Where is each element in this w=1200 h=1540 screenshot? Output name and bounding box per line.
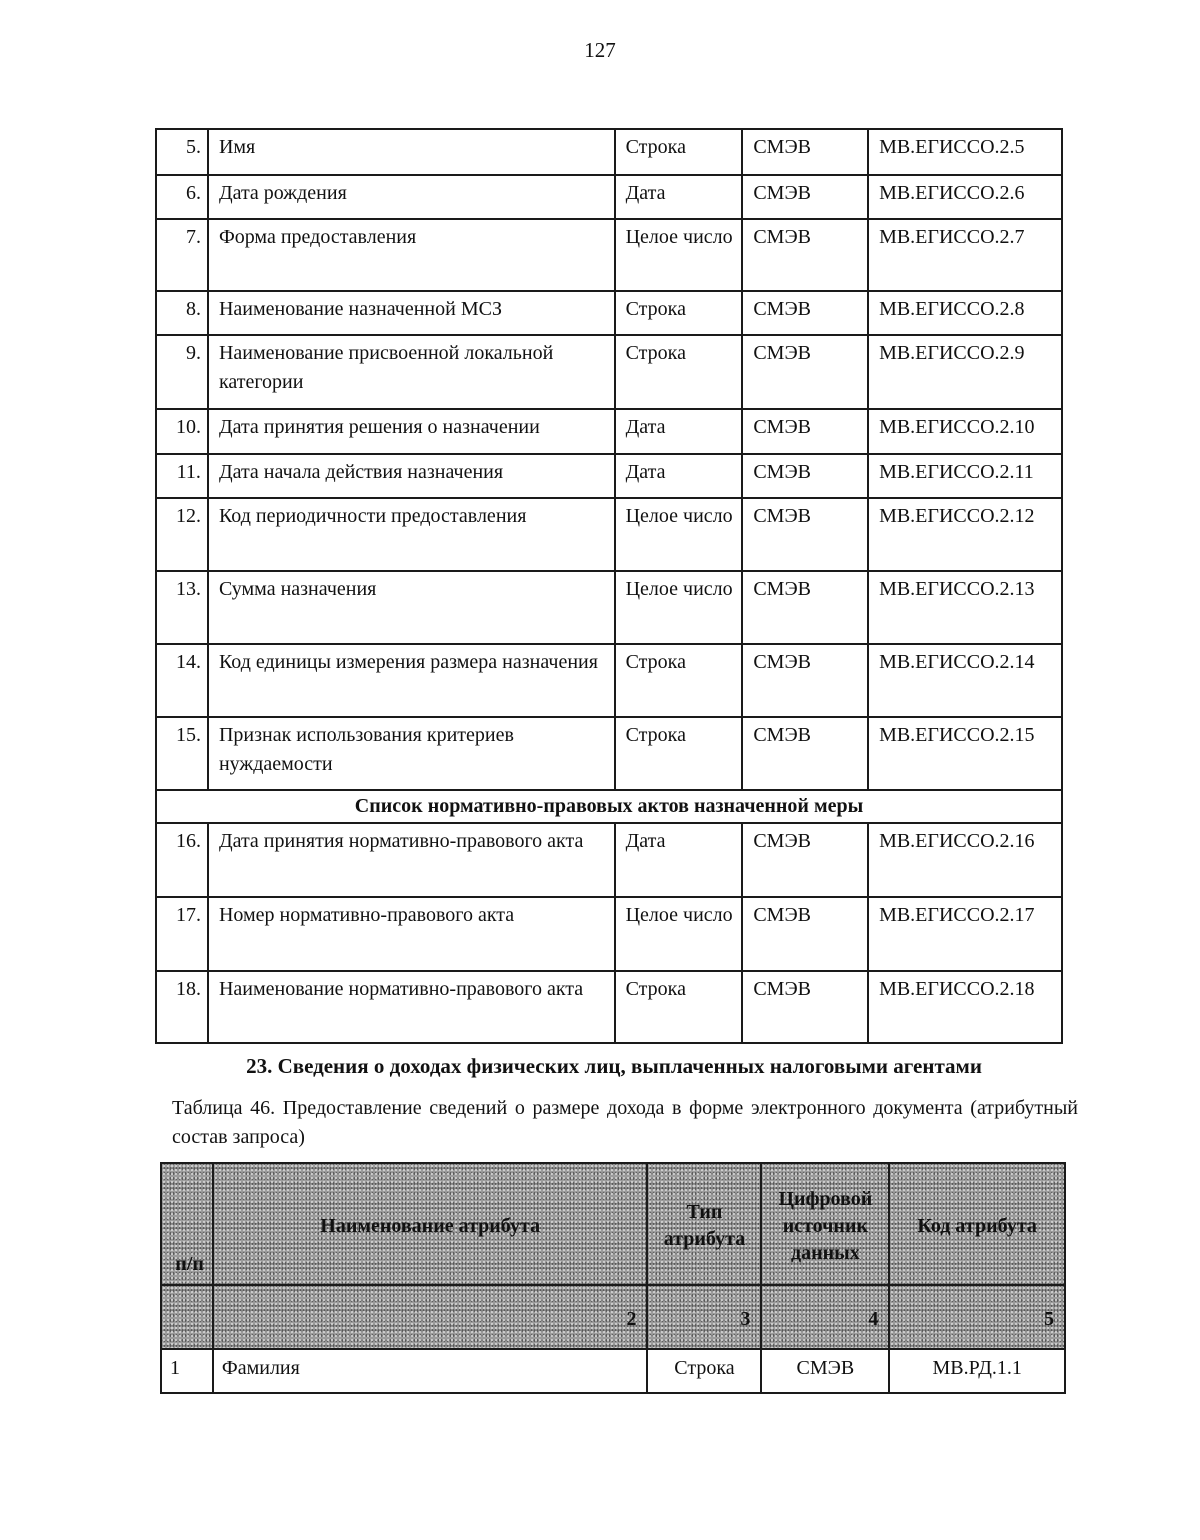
table-row [156,129,1062,175]
row-number: 13. [156,571,208,644]
attribute-name: Сумма назначения [208,571,615,644]
attribute-code: МВ.ЕГИССО.2.13 [868,571,1062,644]
attribute-name: Дата рождения [208,175,615,219]
attribute-type: Дата [615,175,743,219]
table-row [156,409,1062,454]
header-type: Тип атрибута [647,1163,761,1285]
row-number: 9. [156,335,208,409]
table-row [156,454,1062,498]
data-source: СМЭВ [742,823,868,897]
attribute-name: Дата принятия нормативно-правового акта [208,823,615,897]
data-source: СМЭВ [742,335,868,409]
row-number: 1 [161,1349,213,1393]
table-row [156,717,1062,790]
attribute-code: МВ.РД.1.1 [889,1349,1065,1393]
attribute-code: МВ.ЕГИССО.2.7 [868,219,1062,291]
table-row [156,498,1062,571]
attribute-type: Целое число [615,219,743,291]
column-number-2: 2 [213,1285,648,1349]
data-source: СМЭВ [742,644,868,717]
data-source: СМЭВ [761,1349,889,1393]
attributes-table-continued [155,128,1063,1044]
attribute-name: Фамилия [213,1349,648,1393]
attribute-code: МВ.ЕГИССО.2.5 [868,129,1062,175]
attribute-type: Дата [615,823,743,897]
attribute-type: Строка [615,291,743,335]
attribute-type: Строка [615,129,743,175]
row-number: 16. [156,823,208,897]
table-row [156,571,1062,644]
attribute-code: МВ.ЕГИССО.2.17 [868,897,1062,971]
attribute-code: МВ.ЕГИССО.2.18 [868,971,1062,1043]
data-source: СМЭВ [742,409,868,454]
attribute-code: МВ.ЕГИССО.2.15 [868,717,1062,790]
row-number: 11. [156,454,208,498]
attribute-type: Строка [615,971,743,1043]
attribute-name: Дата начала действия назначения [208,454,615,498]
row-number: 12. [156,498,208,571]
attribute-type: Строка [615,644,743,717]
attribute-code: МВ.ЕГИССО.2.6 [868,175,1062,219]
attribute-code: МВ.ЕГИССО.2.12 [868,498,1062,571]
attribute-code: МВ.ЕГИССО.2.14 [868,644,1062,717]
header-name: Наименование атрибута [213,1163,648,1285]
column-number-1 [161,1285,213,1349]
header-num: п/п [161,1163,213,1285]
attribute-type: Целое число [615,498,743,571]
row-number: 5. [156,129,208,175]
attribute-name: Номер нормативно-правового акта [208,897,615,971]
data-source: СМЭВ [742,971,868,1043]
data-source: СМЭВ [742,175,868,219]
row-number: 15. [156,717,208,790]
attribute-name: Признак использования критериев нуждаемости [208,717,615,790]
table-row [156,823,1062,897]
row-number: 7. [156,219,208,291]
row-number: 14. [156,644,208,717]
section-row [156,790,1062,823]
header-source: Цифровой источник данных [761,1163,889,1285]
row-number: 8. [156,291,208,335]
attribute-type: Строка [615,717,743,790]
table-row [156,219,1062,291]
column-number-3: 3 [647,1285,761,1349]
attribute-code: МВ.ЕГИССО.2.8 [868,291,1062,335]
table-row [156,175,1062,219]
attribute-code: МВ.ЕГИССО.2.9 [868,335,1062,409]
attribute-name: Наименование нормативно-правового акта [208,971,615,1043]
column-numbers-row [161,1285,1065,1349]
row-number: 18. [156,971,208,1043]
row-number: 6. [156,175,208,219]
data-source: СМЭВ [742,717,868,790]
data-source: СМЭВ [742,129,868,175]
table-row [156,971,1062,1043]
data-source: СМЭВ [742,498,868,571]
data-source: СМЭВ [742,454,868,498]
column-number-5: 5 [889,1285,1065,1349]
data-source: СМЭВ [742,291,868,335]
row-number: 10. [156,409,208,454]
attribute-name: Наименование назначенной МСЗ [208,291,615,335]
data-source: СМЭВ [742,219,868,291]
table-row [156,291,1062,335]
table-row [156,644,1062,717]
data-source: СМЭВ [742,897,868,971]
header-code: Код атрибута [889,1163,1065,1285]
column-number-4: 4 [761,1285,889,1349]
attribute-code: МВ.ЕГИССО.2.10 [868,409,1062,454]
attribute-name: Код периодичности предоставления [208,498,615,571]
attribute-type: Строка [647,1349,761,1393]
attribute-name: Дата принятия решения о назначении [208,409,615,454]
attribute-type: Строка [615,335,743,409]
attribute-type: Целое число [615,571,743,644]
data-source: СМЭВ [742,571,868,644]
table-row [156,335,1062,409]
income-request-table [160,1162,1066,1394]
table-row [161,1349,1065,1393]
attribute-code: МВ.ЕГИССО.2.16 [868,823,1062,897]
attribute-name: Наименование присвоенной локальной категории [208,335,615,409]
attribute-type: Целое число [615,897,743,971]
attribute-type: Дата [615,454,743,498]
header-row [161,1163,1065,1285]
section-heading: 23. Сведения о доходах физических лиц, выплаченных налоговыми агентами [246,1054,982,1078]
attribute-code: МВ.ЕГИССО.2.11 [868,454,1062,498]
section-title: Список нормативно-правовых актов назначенной меры [156,790,1062,823]
page-number: 127 [584,38,616,62]
attribute-name: Имя [208,129,615,175]
row-number: 17. [156,897,208,971]
table-row [156,897,1062,971]
attribute-type: Дата [615,409,743,454]
table-caption: Таблица 46. Предоставление сведений о размере дохода в форме электронного документа (атрибутный состав запроса) [172,1097,1078,1148]
attribute-name: Код единицы измерения размера назначения [208,644,615,717]
attribute-name: Форма предоставления [208,219,615,291]
